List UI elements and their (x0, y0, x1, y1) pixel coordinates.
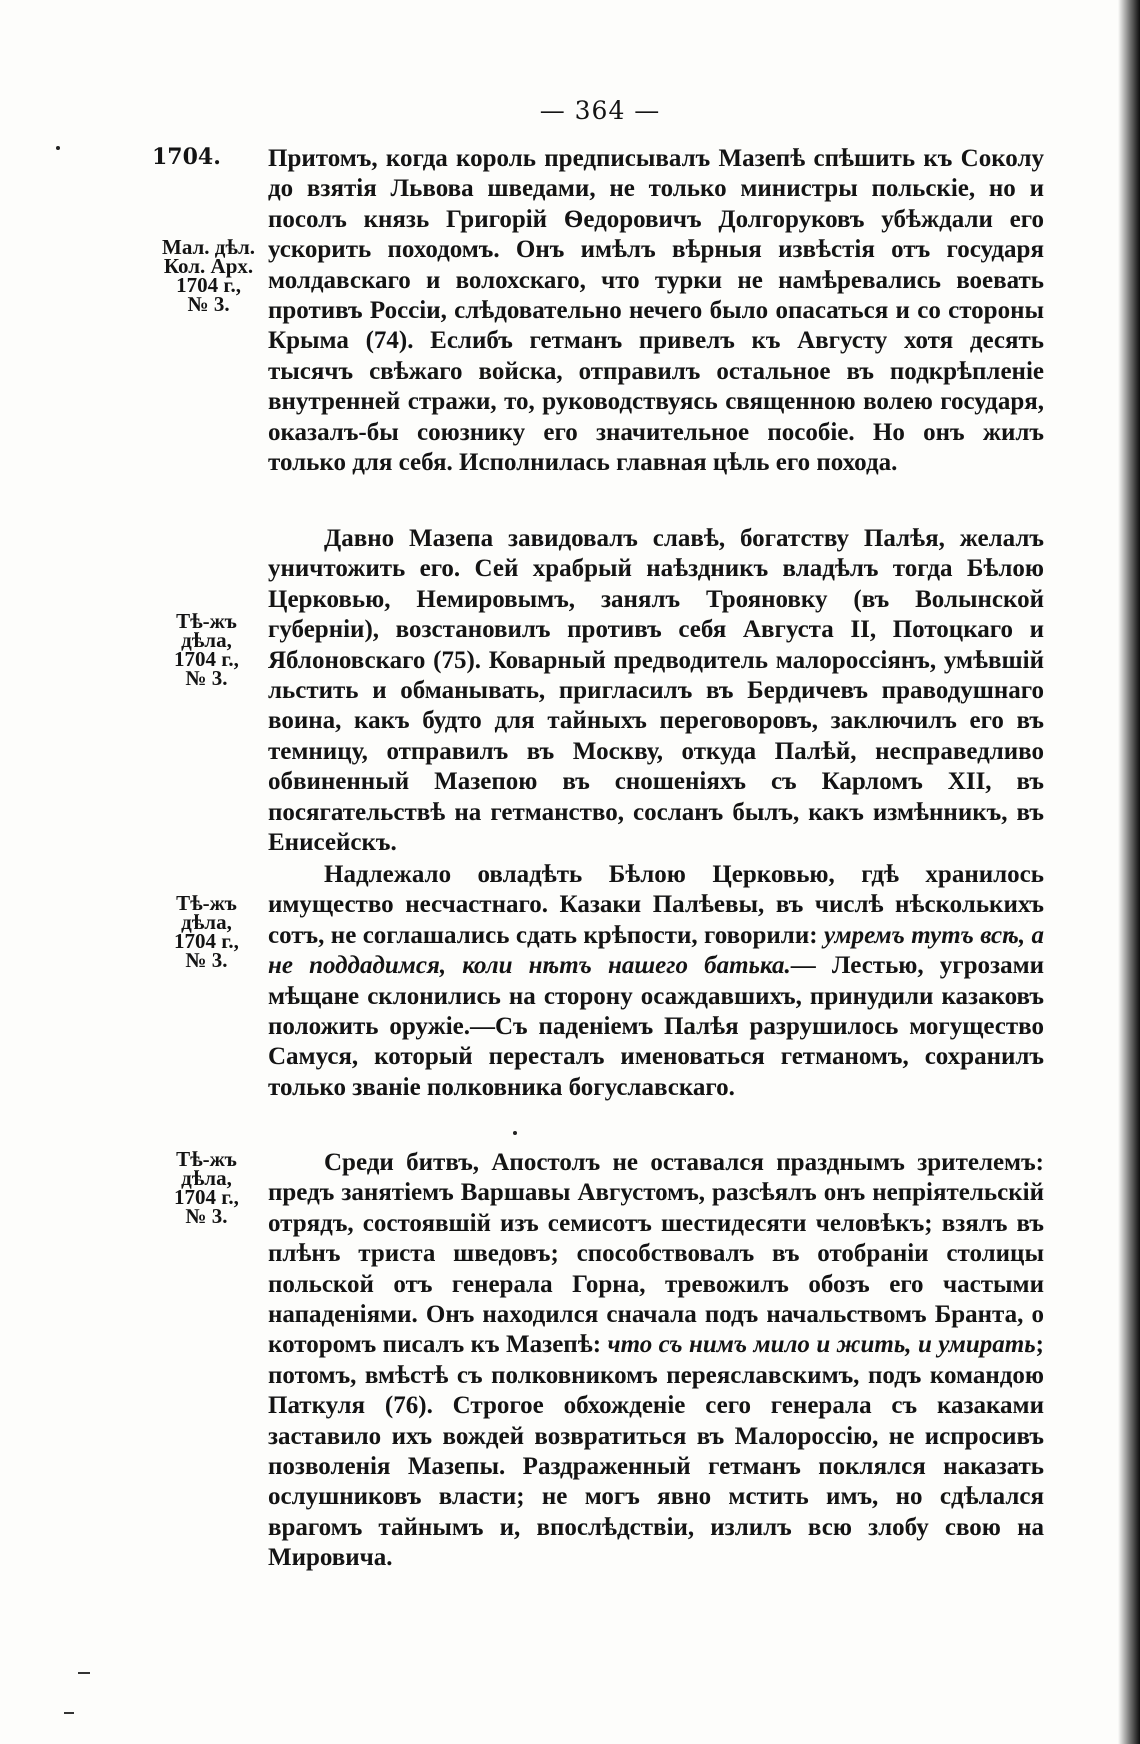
text-run: Надлежало овладѣть Бѣлою Церковью, гдѣ хранилось имущество несчастнаго. Казаки Палѣевы, въ числѣ нѣсколькихъ сотъ, не соглашались сдать крѣпости, говорили: (268, 861, 1044, 949)
italic-quote: что съ нимъ мило и жить, и умирать (607, 1331, 1036, 1359)
year-marginal-label: 1704. (152, 144, 221, 170)
margin-note-line: № 3. (185, 948, 228, 972)
margin-note-line: № 3. (185, 666, 228, 690)
margin-note-line: 1704 г., (176, 273, 241, 297)
paragraph-text (268, 1148, 1044, 1574)
margin-note-source (162, 235, 256, 316)
scan-speck (513, 1131, 517, 1135)
scan-mark (64, 1712, 74, 1714)
italic-quote: умремъ тутъ всѣ, а не поддадимся, коли нѣтъ нашего батька. (268, 921, 1044, 980)
margin-note-line: Мал. дѣл. (162, 235, 256, 259)
margin-note-source (174, 891, 239, 972)
margin-note-line: № 3. (185, 1204, 228, 1228)
margin-note-line: 1704 г., (174, 647, 239, 671)
paragraph-text: Давно Мазепа завидовалъ славѣ, богатству Палѣя, желалъ уничтожить его. Сей храбрый наѣздникъ владѣлъ тогда Бѣлою Церковью, Немировымъ, занялъ Трояновку (въ Волынской губерніи), возстановилъ противъ себя Августа II, Потоцкаго и Яблоновскаго (75). Коварный предводитель малороссіянъ, умѣвшій льстить и обманывать, пригласилъ въ Бердичевъ праводушнаго воина, какъ будто для тайныхъ переговоровъ, заключилъ его въ темницу, отправилъ въ Москву, откуда Палѣй, несправедливо обвиненный Мазепою въ сношеніяхъ съ Карломъ XII, въ посягательствѣ на гетманство, сосланъ былъ, какъ измѣнникъ, въ Енисейскъ. (268, 525, 1044, 857)
margin-note-source (174, 609, 239, 690)
scan-mark (78, 1672, 90, 1674)
paragraph-1 (268, 144, 1044, 478)
margin-note-line: дѣла, (181, 628, 232, 652)
margin-note-line: Тѣ-жъ (176, 891, 237, 915)
margin-note-line: № 3. (187, 292, 230, 316)
margin-note-line: 1704 г., (174, 1185, 239, 1209)
margin-note-line: Тѣ-жъ (176, 1147, 237, 1171)
paragraph-4 (268, 1148, 1044, 1574)
paragraph-2 (268, 524, 1044, 858)
scan-speck (56, 146, 60, 150)
text-run: ; потомъ, вмѣстѣ съ полковникомъ переяславскимъ, подъ командою Паткуля (76). Строгое обхожденіе сего генерала съ казаками заставило ихъ вождей возвратиться въ Малороссію, не испросивъ позволенія Мазепы. Раздраженный гетманъ поклялся наказать ослушниковъ власти; не могъ явно мстить имъ, но сдѣлался врагомъ тайнымъ и, впослѣдствіи, излилъ всю злобу свою на Мировича. (268, 1331, 1044, 1572)
margin-note-line: Кол. Арх. (163, 254, 254, 278)
margin-note-source (174, 1147, 239, 1228)
margin-note-line: 1704 г., (174, 929, 239, 953)
text-run: — Лестью, угрозами мѣщане склонились на сторону осаждавшихъ, принудили казаковъ положить оружіе.—Съ паденіемъ Палѣя разрушилось могущество Самуся, который пересталъ именоваться гетманомъ, сохранилъ только званіе полковника богуславскаго. (268, 952, 1044, 1101)
paragraph-3 (268, 860, 1044, 1103)
paragraph-text: Притомъ, когда король предписывалъ Мазепѣ спѣшить къ Соколу до взятія Львова шведами, не только министры польскіе, но и посолъ князь Григорій Ѳедоровичъ Долгоруковъ убѣждали его ускорить походомъ. Онъ имѣлъ вѣрныя извѣстія отъ государя молдавскаго и волохскаго, что турки не намѣревались воевать противъ Россіи, слѣдовательно нечего было опасаться и со стороны Крыма (74). Еслибъ гетманъ привелъ къ Августу хотя десять тысячъ свѣжаго войска, отправилъ остальное въ подкрѣпленіе внутренней стражи, то, руководствуясь священною волею государя, оказалъ-бы союзнику его значительное пособіе. Но онъ жилъ только для себя. Исполнилась главная цѣль его похода. (268, 145, 1044, 477)
paragraph-text (268, 860, 1044, 1103)
margin-note-line: дѣла, (181, 1166, 232, 1190)
text-run: Среди битвъ, Апостолъ не оставался празднымъ зрителемъ: предъ занятіемъ Варшавы Августомъ, разсѣялъ онъ непріятельскій отрядъ, состоявшій изъ семисотъ шестидесяти человѣкъ; взялъ въ плѣнъ триста шведовъ; способствовалъ въ отобраніи столицы польской отъ генерала Горна, тревожилъ обозъ его частыми нападеніями. Онъ находился сначала подъ начальствомъ Бранта, о которомъ писалъ къ Мазепѣ: (268, 1149, 1044, 1359)
page-edge-shadow (1118, 0, 1140, 1744)
margin-note-line: дѣла, (181, 910, 232, 934)
margin-note-line: Тѣ-жъ (176, 609, 237, 633)
page-number: — 364 — (539, 96, 661, 125)
